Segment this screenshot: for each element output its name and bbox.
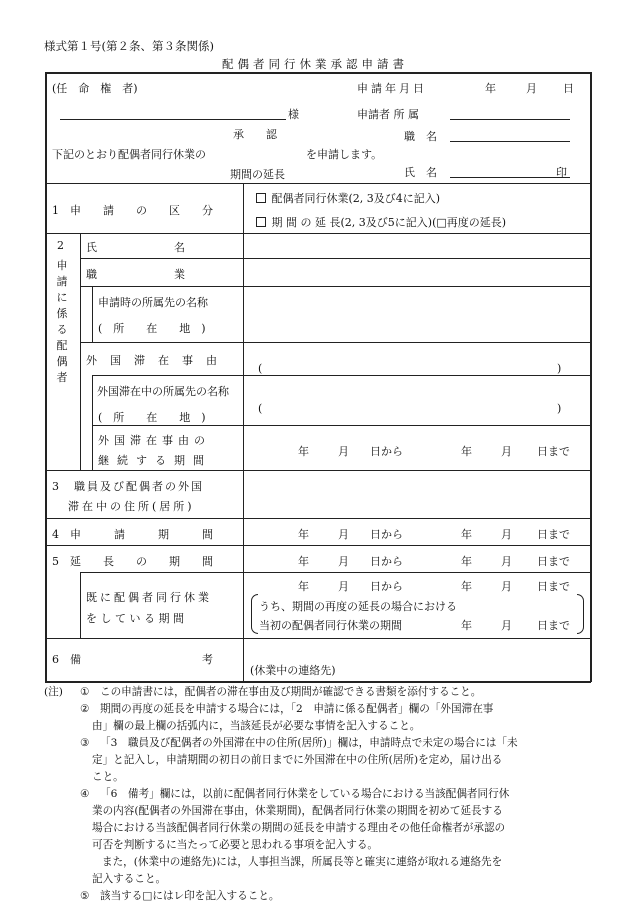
r2-period-from: 日から bbox=[370, 445, 403, 458]
date-label: 申請年月日 bbox=[357, 82, 427, 95]
sentence-pre: 下記のとおり配偶者同行休業の bbox=[52, 148, 206, 161]
r5-sub-to: 日まで bbox=[537, 580, 570, 593]
row-line-1 bbox=[45, 183, 591, 184]
authority-name-line[interactable] bbox=[60, 119, 286, 120]
label-column-divider bbox=[243, 183, 244, 682]
r4-to-year: 年 bbox=[461, 528, 472, 541]
r4-from-year: 年 bbox=[298, 528, 309, 541]
frame-left bbox=[45, 72, 47, 682]
r2-abroad-location: ( 所 在 地 ) bbox=[98, 411, 206, 424]
note-4d: 可否を判断するに当たって必要と思われる事項を記入する。 bbox=[92, 839, 379, 851]
r4-to-month: 月 bbox=[501, 528, 512, 541]
form-title: 配偶者同行休業承認申請書 bbox=[222, 57, 408, 71]
seal-label: 印 bbox=[556, 166, 567, 179]
r2-period-to-year: 年 bbox=[461, 445, 472, 458]
applicant-name-line[interactable] bbox=[450, 177, 570, 178]
date-year: 年 bbox=[485, 82, 496, 95]
note-4-num: ④ bbox=[80, 788, 90, 800]
r2-number: 2 bbox=[57, 239, 64, 252]
note-4b: 業の内容(配偶者の外国滞在事由，休業期間)，配偶者同行休業の期間を初めて延長する bbox=[92, 805, 503, 817]
r5-to: 日まで bbox=[537, 555, 570, 568]
r6-label: 6 備 考 bbox=[52, 653, 213, 666]
note-3b: 定」と記入し，申請期間の初日の前日までに外国滞在中の住所(居所)を定め，届け出る bbox=[92, 754, 503, 766]
r2-period-from-month: 月 bbox=[338, 445, 349, 458]
r5-sub-from: 日から bbox=[370, 580, 403, 593]
r5-sub-from-month: 月 bbox=[338, 580, 349, 593]
r2-name-label: 氏 名 bbox=[86, 241, 185, 254]
r2-vertical-char: 偶 bbox=[56, 355, 68, 368]
r2-org-location: ( 所 在 地 ) bbox=[98, 322, 206, 335]
note-4c: 場合における当該配偶者同行休業の期間の延長を申請する理由その他任命権者が承認の bbox=[92, 822, 506, 834]
r5-sub-label-2: を し て い る 期 間 bbox=[86, 612, 184, 625]
row-line-4 bbox=[45, 518, 591, 519]
r5-indent bbox=[80, 572, 81, 638]
r2-vertical-char: に bbox=[56, 291, 68, 304]
r3-label-2: 滞在中の住所(居所) bbox=[68, 500, 195, 513]
r5-inner-label-2: 当初の配偶者同行休業の期間 bbox=[259, 619, 402, 632]
r5-from: 日から bbox=[370, 555, 403, 568]
r5-inner-to: 日まで bbox=[537, 619, 570, 632]
r5-from-year: 年 bbox=[298, 555, 309, 568]
sama-label: 様 bbox=[288, 108, 299, 121]
row-line-2 bbox=[45, 233, 591, 234]
affiliation-line[interactable] bbox=[450, 119, 570, 120]
row-line-org bbox=[80, 342, 591, 343]
r2-num-divider bbox=[80, 233, 81, 470]
r4-from: 日から bbox=[370, 528, 403, 541]
r5-label: 5 延 長 の 期 間 bbox=[52, 555, 213, 568]
name-label: 氏 名 bbox=[404, 166, 437, 179]
r5-inner-month: 月 bbox=[501, 619, 512, 632]
row-line-5 bbox=[45, 545, 591, 546]
note-3a: 「3 職員及び配偶者の外国滞在中の住所(居所)」欄は，申請時点で未定の場合には「未 bbox=[100, 737, 518, 749]
r5-from-month: 月 bbox=[338, 555, 349, 568]
r5-to-month: 月 bbox=[501, 555, 512, 568]
note-4f: 記入すること。 bbox=[92, 873, 167, 885]
r2-period-to: 日まで bbox=[537, 445, 570, 458]
r2-period-label-1: 外国滞在事由の bbox=[98, 434, 210, 447]
r2-org-indent bbox=[92, 286, 93, 342]
r4-to: 日まで bbox=[537, 528, 570, 541]
frame-right bbox=[590, 72, 592, 682]
row-line-reason bbox=[92, 375, 591, 376]
r2-vertical-char: る bbox=[56, 323, 68, 336]
date-day: 日 bbox=[563, 82, 574, 95]
r2-abroad-paren-close: ) bbox=[557, 402, 562, 415]
r5-to-year: 年 bbox=[461, 555, 472, 568]
frame-bottom bbox=[45, 681, 591, 683]
note-4a: 「6 備考」欄には，以前に配偶者同行休業をしている場合における当該配偶者同行休 bbox=[100, 788, 510, 800]
r2-abroad-indent bbox=[92, 375, 93, 470]
checkbox-icon[interactable] bbox=[256, 193, 266, 203]
note-1-num: ① bbox=[80, 686, 90, 698]
note-2-num: ② bbox=[80, 703, 90, 715]
r1-label: 1 申 請 の 区 分 bbox=[52, 204, 213, 217]
note-3-num: ③ bbox=[80, 737, 90, 749]
affiliation-label: 申請者 所 属 bbox=[357, 108, 419, 121]
position-line[interactable] bbox=[450, 141, 570, 142]
r2-reason-paren-open: ( bbox=[258, 362, 263, 375]
r2-org-label: 申請時の所属先の名称 bbox=[98, 296, 208, 309]
r5-sub-to-year: 年 bbox=[461, 580, 472, 593]
r2-period-to-month: 月 bbox=[501, 445, 512, 458]
r2-vertical-char: 申 bbox=[56, 259, 68, 272]
date-month: 月 bbox=[526, 82, 537, 95]
r4-label: 4 申 請 期 間 bbox=[52, 528, 213, 541]
r2-vertical-char: 者 bbox=[56, 371, 68, 384]
r2-vertical-char: 請 bbox=[56, 275, 68, 288]
row-line-name bbox=[80, 258, 591, 259]
note-1: この申請書には，配偶者の滞在事由及び期間が確認できる書類を添付すること。 bbox=[100, 686, 482, 698]
r2-abroad-org-label: 外国滞在中の所属先の名称 bbox=[97, 385, 229, 398]
r2-period-from-year: 年 bbox=[298, 445, 309, 458]
note-2b: 由」欄の最上欄の括弧内に，当該延長が必要な事情を記入すること。 bbox=[92, 720, 421, 732]
r5-sub-from-year: 年 bbox=[298, 580, 309, 593]
extension-option: 期間の延長 bbox=[230, 168, 285, 181]
sentence-post: を申請します。 bbox=[306, 148, 383, 161]
row-line-6 bbox=[45, 638, 591, 639]
authority-label: (任 命 権 者) bbox=[52, 82, 138, 95]
checkbox-icon[interactable] bbox=[256, 217, 266, 227]
r2-vertical-char: 配 bbox=[56, 339, 68, 352]
form-number: 様式第１号(第２条、第３条関係) bbox=[44, 39, 214, 53]
row-line-3 bbox=[45, 470, 591, 471]
approval-option: 承 認 bbox=[233, 128, 277, 141]
r2-vertical-label bbox=[55, 258, 69, 386]
row-line-job bbox=[80, 286, 591, 287]
r2-reason-paren-close: ) bbox=[557, 362, 562, 375]
r5-bracket-right bbox=[577, 594, 584, 634]
note-5-num: ⑤ bbox=[80, 890, 90, 902]
row-line-abroad-org bbox=[92, 425, 591, 426]
note-4e: また，(休業中の連絡先)には，人事担当課，所属長等と確実に連絡が取れる連絡先を bbox=[102, 856, 503, 868]
r4-from-month: 月 bbox=[338, 528, 349, 541]
note-3c: こと。 bbox=[92, 771, 124, 783]
r5-inner-year: 年 bbox=[461, 619, 472, 632]
r2-vertical-char: 係 bbox=[56, 307, 68, 320]
position-label: 職 名 bbox=[404, 130, 437, 143]
frame-top bbox=[45, 72, 591, 74]
r5-sub-to-month: 月 bbox=[501, 580, 512, 593]
r2-reason-label: 外 国 滞 在 事 由 bbox=[86, 354, 218, 367]
r2-job-label: 職 業 bbox=[86, 268, 185, 281]
r2-abroad-paren-open: ( bbox=[258, 402, 263, 415]
note-5: 該当する□にはレ印を記入すること。 bbox=[100, 890, 280, 902]
r6-contact-label: (休業中の連絡先) bbox=[250, 664, 336, 677]
r5-sub-label-1: 既に配偶者同行休業 bbox=[86, 591, 212, 604]
r5-inner-label-1: うち、期間の再度の延長の場合における bbox=[259, 600, 457, 613]
notes-label: (注) bbox=[44, 686, 63, 698]
row-line-5b bbox=[80, 572, 591, 573]
r1-option-2[interactable]: 期 間 の 延 長(2, 3及び5に記入)(□再度の延長) bbox=[256, 214, 506, 230]
r3-label-1: 3 職員及び配偶者の外国 bbox=[52, 480, 204, 493]
r5-bracket-left bbox=[251, 594, 258, 634]
note-2a: 期間の再度の延長を申請する場合には，「2 申請に係る配偶者」欄の「外国滞在事 bbox=[100, 703, 494, 715]
r1-option-1[interactable]: 配偶者同行休業(2, 3及び4に記入) bbox=[256, 190, 440, 206]
r2-period-label-2: 継続する期間 bbox=[98, 454, 212, 467]
